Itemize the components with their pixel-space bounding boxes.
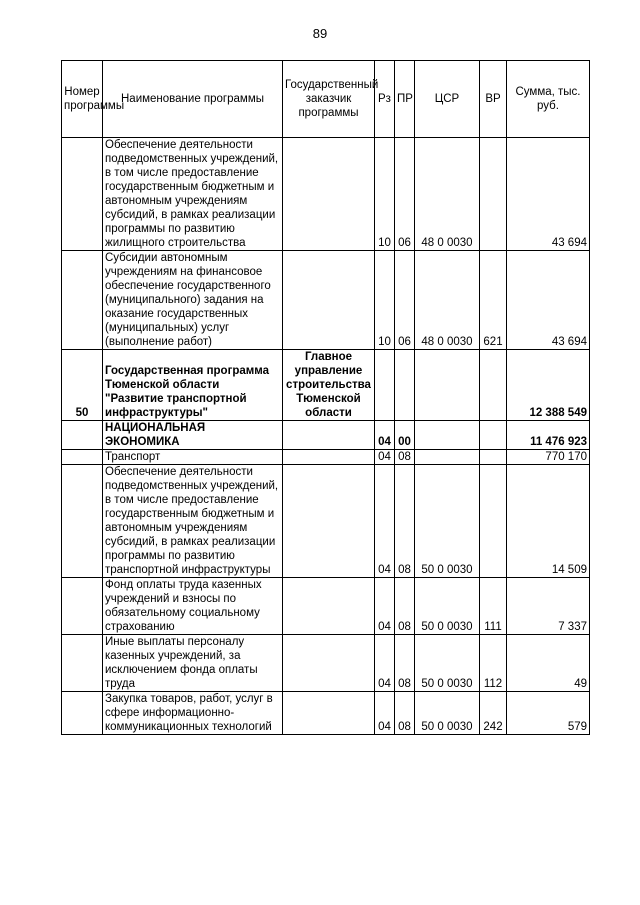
cell-pr: 08 [395,692,415,735]
cell-customer [283,465,375,578]
cell-pr: 08 [395,635,415,692]
cell-customer [283,251,375,350]
cell-sum: 579 [507,692,590,735]
table-row [62,450,590,465]
cell-num [62,578,103,635]
cell-sum: 43 694 [507,138,590,251]
cell-rz: 04 [375,635,395,692]
cell-num [62,465,103,578]
cell-pr: 08 [395,578,415,635]
budget-table [61,60,590,735]
page-number: 89 [312,26,328,41]
cell-sum: 12 388 549 [507,350,590,421]
header-name: Наименование программы [103,61,283,138]
cell-csr: 50 0 0030 [415,635,480,692]
cell-csr [415,450,480,465]
cell-name: Государственная программа Тюменской области "Развитие транспортной инфраструктуры" [103,350,283,421]
cell-csr [415,421,480,450]
cell-vr [480,138,507,251]
header-row [62,61,590,138]
header-customer: Государственный заказчик программы [283,61,375,138]
cell-num: 50 [62,350,103,421]
cell-name: Обеспечение деятельности подведомственных учреждений, в том числе предоставление государственным бюджетным и автономным учреждениям субсидий, в рамках реализации программы по развитию жилищного строительства [103,138,283,251]
cell-customer [283,450,375,465]
cell-csr: 48 0 0030 [415,251,480,350]
table-row [62,692,590,735]
cell-customer [283,692,375,735]
header-num: Номер программы [62,61,103,138]
cell-customer [283,635,375,692]
cell-sum: 7 337 [507,578,590,635]
cell-name: Субсидии автономным учреждениям на финансовое обеспечение государственного (муниципального) задания на оказание государственных (муниципальных) услуг (выполнение работ) [103,251,283,350]
cell-customer: Главное управление строительства Тюменской области [283,350,375,421]
table-row [62,635,590,692]
cell-num [62,421,103,450]
cell-vr [480,450,507,465]
cell-num [62,450,103,465]
header-pr: ПР [395,61,415,138]
cell-sum: 49 [507,635,590,692]
cell-rz: 04 [375,692,395,735]
cell-sum: 43 694 [507,251,590,350]
cell-customer [283,138,375,251]
cell-rz: 04 [375,578,395,635]
cell-pr: 00 [395,421,415,450]
cell-rz: 04 [375,421,395,450]
cell-customer [283,578,375,635]
table-row [62,251,590,350]
cell-csr: 50 0 0030 [415,578,480,635]
header-rz: Рз [375,61,395,138]
cell-vr: 112 [480,635,507,692]
table-row-program [62,350,590,421]
cell-csr: 50 0 0030 [415,465,480,578]
cell-sum: 11 476 923 [507,421,590,450]
cell-rz: 10 [375,138,395,251]
cell-name: Закупка товаров, работ, услуг в сфере информационно-коммуникационных технологий [103,692,283,735]
cell-vr: 621 [480,251,507,350]
cell-rz: 10 [375,251,395,350]
cell-pr: 06 [395,138,415,251]
table-row [62,465,590,578]
cell-rz: 04 [375,450,395,465]
cell-name: Транспорт [103,450,283,465]
header-sum: Сумма, тыс. руб. [507,61,590,138]
cell-name: Иные выплаты персоналу казенных учреждений, за исключением фонда оплаты труда [103,635,283,692]
cell-name: Обеспечение деятельности подведомственных учреждений, в том числе предоставление государственным бюджетным и автономным учреждениям субсидий, в рамках реализации программы по развитию транспортной инфраструктуры [103,465,283,578]
cell-pr: 08 [395,450,415,465]
cell-vr [480,350,507,421]
cell-vr [480,465,507,578]
cell-num [62,635,103,692]
cell-csr [415,350,480,421]
cell-rz [375,350,395,421]
cell-num [62,692,103,735]
cell-name: Фонд оплаты труда казенных учреждений и взносы по обязательному социальному страхованию [103,578,283,635]
cell-pr: 08 [395,465,415,578]
cell-vr: 242 [480,692,507,735]
table-row [62,578,590,635]
cell-pr [395,350,415,421]
cell-csr: 48 0 0030 [415,138,480,251]
header-csr: ЦСР [415,61,480,138]
table-row-section [62,421,590,450]
table-row [62,138,590,251]
cell-pr: 06 [395,251,415,350]
cell-num [62,251,103,350]
cell-vr [480,421,507,450]
cell-sum: 770 170 [507,450,590,465]
cell-num [62,138,103,251]
cell-csr: 50 0 0030 [415,692,480,735]
cell-sum: 14 509 [507,465,590,578]
header-vr: ВР [480,61,507,138]
cell-name: НАЦИОНАЛЬНАЯ ЭКОНОМИКА [103,421,283,450]
cell-vr: 111 [480,578,507,635]
cell-customer [283,421,375,450]
cell-rz: 04 [375,465,395,578]
